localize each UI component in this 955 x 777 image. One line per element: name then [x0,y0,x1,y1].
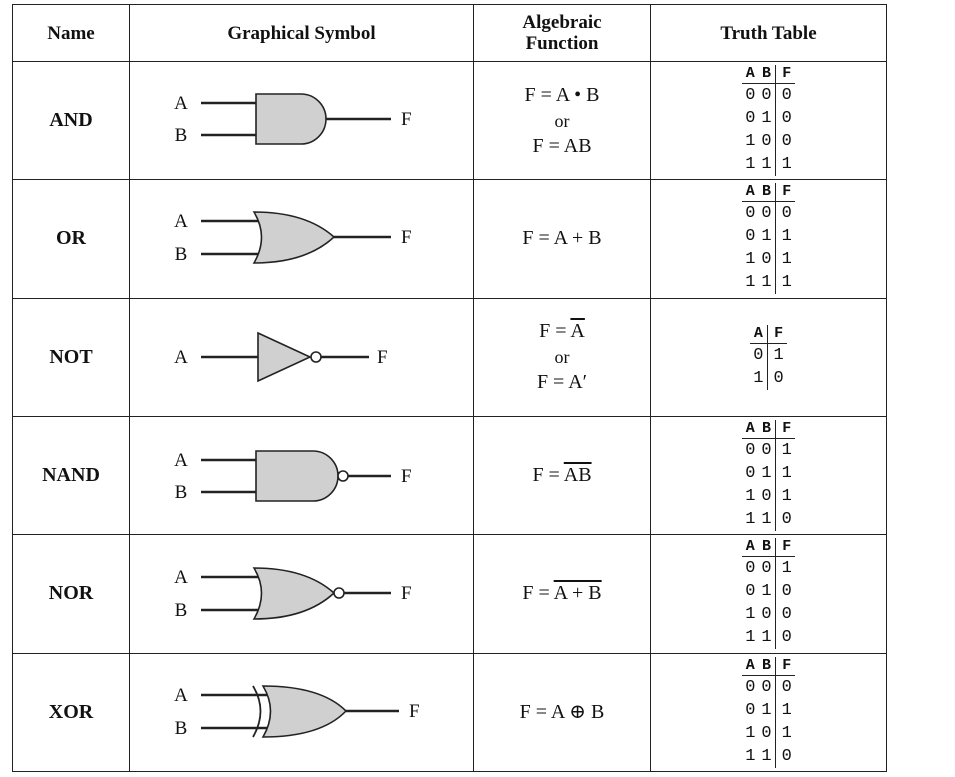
input-label: B [174,482,188,504]
truth-table-header: A [742,420,758,439]
truth-table-value: 0 [745,677,756,697]
input-label: B [174,717,188,739]
truth-table-row [742,84,795,108]
truth-table-cell [651,535,887,653]
truth-table-row [742,485,795,508]
input-label: B [174,244,188,266]
truth-table-header: F [775,657,795,676]
function-line [474,225,650,252]
truth-table-row [742,271,795,294]
truth-table-value: 0 [775,603,795,626]
truth-table-value: 1 [745,273,756,293]
gate-symbol-cell [130,535,474,653]
gate-function-cell [474,653,651,771]
gate-row-not [13,298,887,416]
function-line [474,345,650,369]
logic-gates-table [12,4,887,772]
gate-symbol-cell [130,298,474,416]
truth-table-cell [651,416,887,534]
input-label: A [174,567,188,589]
output-label: F [377,346,388,368]
gate-symbol-cell [130,416,474,534]
truth-table-value: 1 [761,273,772,293]
truth-table-value: 0 [745,559,756,579]
truth-table-value: 1 [761,109,772,129]
truth-table-row [742,248,795,271]
function-line [474,133,650,160]
function-overlined-term: A + B [553,582,602,605]
truth-table-value: 1 [775,271,795,294]
gate-symbol-nand-icon [130,417,474,534]
truth-table-value: 0 [775,745,795,768]
input-label: A [174,211,188,233]
truth-table-value: 1 [745,723,756,743]
gates-body [13,62,887,772]
truth-table-header: A [742,183,758,202]
gate-name: XOR [13,653,130,771]
gate-symbol-or-icon [130,180,474,297]
truth-table-value: 1 [745,605,756,625]
header-name: Name [13,5,130,62]
truth-table-value: 1 [745,510,756,530]
truth-table-value: 1 [761,746,772,766]
truth-table-value: 0 [745,700,756,720]
truth-table-row [750,367,786,390]
truth-table-value: 0 [761,132,772,152]
truth-table-cell [651,62,887,180]
output-label: F [401,109,412,131]
truth-table-row [742,107,795,130]
truth-table-cell [651,180,887,298]
header-row [13,5,887,62]
header-symbol: Graphical Symbol [130,5,474,62]
function-text: or [554,110,570,131]
truth-table-row [742,462,795,485]
function-line [474,109,650,133]
truth-table-row [742,675,795,699]
truth-table-row [742,202,795,226]
truth-table-value: 1 [775,485,795,508]
gate-symbol-nor-icon [130,535,474,652]
truth-table-value: 0 [761,250,772,270]
truth-table-row [742,603,795,626]
truth-table-value: 0 [775,130,795,153]
output-label: F [409,700,420,722]
truth-table [742,65,795,176]
truth-table-value: 1 [745,746,756,766]
truth-table-value: 1 [775,557,795,581]
truth-table-value: 0 [775,626,795,649]
truth-table [742,538,795,649]
truth-table-row [742,580,795,603]
truth-table [742,657,795,768]
function-text: F = A • B [524,83,600,106]
truth-table-cell [651,298,887,416]
truth-table-header: A [742,538,758,557]
truth-table-value: 0 [761,487,772,507]
truth-table-header: B [758,657,775,676]
gate-symbol-xor-icon [130,654,474,771]
function-overlined-term: $\overline{AB}$ [563,464,592,487]
gate-function-cell [474,535,651,653]
truth-table-header: F [775,65,795,84]
truth-table-header: B [758,65,775,84]
truth-table-value: 1 [775,462,795,485]
truth-table-row [742,439,795,463]
input-label: B [174,600,188,622]
gate-symbol-and-icon [130,62,474,179]
gate-symbol-cell [130,180,474,298]
truth-table-value: 0 [775,202,795,226]
header-function-line1: Algebraic [522,12,602,33]
truth-table-value: 0 [761,559,772,579]
truth-table-value: 0 [745,582,756,602]
function-line [474,462,650,489]
truth-table-value: 1 [775,248,795,271]
truth-table-value: 1 [745,132,756,152]
gate-name: AND [13,62,130,180]
output-label: F [401,227,412,249]
gate-function-cell [474,298,651,416]
gate-row-nor [13,535,887,653]
truth-table-value: 1 [761,510,772,530]
input-label: A [174,93,188,115]
function-prefix: F = [539,320,571,343]
truth-table-value: 0 [753,345,764,365]
truth-table-value: 1 [767,343,787,367]
gate-row-nand [13,416,887,534]
truth-table-row [742,699,795,722]
truth-table-value: 0 [745,441,756,461]
truth-table-value: 1 [761,227,772,247]
truth-table-value: 0 [761,677,772,697]
truth-table-value: 1 [753,368,764,388]
gate-function-cell [474,180,651,298]
gate-name: NAND [13,416,130,534]
header-function-line2: Function [525,33,599,54]
truth-table-value: 0 [761,86,772,106]
truth-table-value: 0 [775,508,795,531]
header-truth-table: Truth Table [651,5,887,62]
truth-table-value: 0 [775,84,795,108]
function-prefix: F = [522,582,554,605]
truth-table-header: B [758,183,775,202]
function-text: F = A′ [536,371,588,394]
truth-table-value: 0 [745,109,756,129]
function-text: F = A + B [522,227,602,250]
truth-table-row [742,626,795,649]
truth-table-row [742,722,795,745]
truth-table-value: 0 [761,204,772,224]
truth-table-header: A [742,65,758,84]
truth-table-row [742,745,795,768]
gate-symbol-cell [130,653,474,771]
gate-symbol-cell [130,62,474,180]
truth-table-value: 1 [745,155,756,175]
header-function [474,5,651,62]
truth-table-value: 0 [775,107,795,130]
truth-table-header: F [767,325,787,344]
truth-table-row [742,153,795,176]
truth-table-value: 0 [775,675,795,699]
truth-table-row [742,508,795,531]
truth-table [750,325,786,390]
truth-table [742,420,795,531]
input-label: B [174,125,188,147]
output-label: F [401,583,412,605]
truth-table-value: 0 [745,464,756,484]
truth-table-value: 1 [761,628,772,648]
function-line [474,318,650,345]
function-text: F = A ⊕ B [519,700,605,723]
truth-table-value: 1 [775,722,795,745]
function-overlined-term: $\overline{A}$ [570,320,585,343]
input-label: A [174,450,188,472]
truth-table-value: 0 [767,367,787,390]
truth-table-cell [651,653,887,771]
gate-symbol-not-icon [130,299,474,416]
truth-table-value: 0 [775,580,795,603]
truth-table-row [742,130,795,153]
truth-table-header: F [775,183,795,202]
truth-table-row [742,557,795,581]
truth-table-value: 0 [745,86,756,106]
gate-row-or [13,180,887,298]
function-text: or [554,347,570,368]
truth-table-value: 1 [775,153,795,176]
truth-table-value: 1 [761,155,772,175]
truth-table-value: 0 [745,227,756,247]
truth-table-value: 1 [775,699,795,722]
gate-function-cell [474,416,651,534]
truth-table-header: F [775,420,795,439]
gate-name: NOT [13,298,130,416]
truth-table-value: 1 [775,225,795,248]
truth-table-value: 1 [745,250,756,270]
truth-table-row [750,343,786,367]
function-text: F = AB [532,134,592,157]
truth-table-value: 0 [761,441,772,461]
truth-table-header: A [750,325,767,344]
truth-table [742,183,795,294]
truth-table-row [742,225,795,248]
truth-table-value: 0 [761,605,772,625]
truth-table-header: F [775,538,795,557]
gate-row-xor [13,653,887,771]
output-label: F [401,466,412,488]
input-label: A [174,346,188,368]
function-line [474,82,650,109]
truth-table-value: 1 [761,582,772,602]
truth-table-value: 1 [775,439,795,463]
truth-table-value: 0 [761,723,772,743]
truth-table-value: 1 [761,464,772,484]
gate-name: OR [13,180,130,298]
gate-function-cell [474,62,651,180]
truth-table-value: 1 [761,700,772,720]
gate-name: NOR [13,535,130,653]
input-label: A [174,684,188,706]
truth-table-value: 1 [745,487,756,507]
truth-table-header: B [758,538,775,557]
truth-table-header: A [742,657,758,676]
gate-row-and [13,62,887,180]
function-prefix: F = [532,464,564,487]
truth-table-header: B [758,420,775,439]
function-line [474,580,650,607]
function-line [474,369,650,396]
truth-table-value: 1 [745,628,756,648]
truth-table-value: 0 [745,204,756,224]
function-line [474,699,650,726]
